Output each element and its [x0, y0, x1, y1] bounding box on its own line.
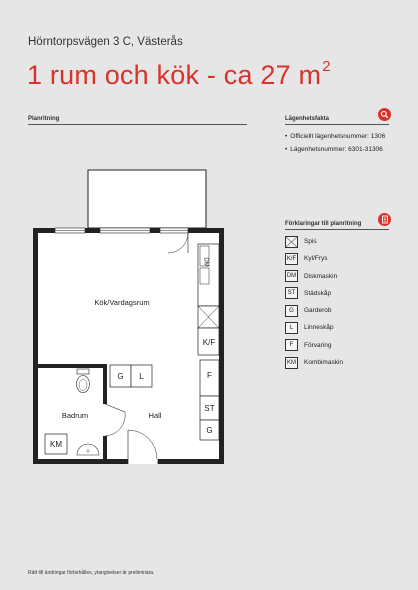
disclaimer: Rätt till ändringar förbehålles, ytangivelser är preliminära. [28, 570, 155, 576]
legend-code: G [285, 305, 298, 317]
legend-label: Linneskåp [304, 324, 334, 332]
facts-section-title: Lägenhetsfakta [285, 116, 330, 122]
toilet-bowl [77, 376, 90, 393]
dishwasher-box [200, 268, 209, 284]
legend-label: Spis [304, 238, 317, 245]
legend-code: F [285, 339, 298, 351]
fact-apartment-number: • Lägenhetsnummer: 6301-31306 [285, 144, 385, 157]
legend-code: ST [285, 287, 298, 299]
legend-label: Diskmaskin [304, 272, 338, 280]
legend-label: Städskåp [304, 289, 332, 297]
storage-label: F [207, 371, 212, 380]
legend-section-title: Förklaringar till planritning [285, 221, 362, 227]
room-label-hall: Hall [148, 411, 162, 420]
entrance-opening [128, 459, 158, 464]
legend-label: Förvaring [304, 341, 332, 349]
address: Hörntorpsvägen 3 C, Västerås [28, 36, 183, 48]
headline-superscript: 2 [322, 58, 331, 75]
legend-code: KM [285, 357, 298, 369]
legend-label: Garderob [304, 307, 332, 315]
legend-code: L [285, 322, 298, 334]
combi-machine-label: KM [50, 440, 62, 449]
cleaning-closet-label: ST [204, 404, 215, 413]
plan-section-title: Planritning [28, 116, 60, 122]
headline-text: 1 rum och kök - ca 27 m [27, 60, 322, 90]
legend-code: K/F [285, 253, 298, 265]
apartment-floor [37, 232, 220, 460]
fridge-freezer-label: K/F [202, 338, 216, 347]
wardrobe-right-label: G [206, 426, 213, 435]
windows [55, 228, 188, 233]
linen-closet-label: L [139, 372, 144, 381]
room-label-kitchen-living: Kök/Vardagsrum [94, 298, 150, 307]
dishwasher-label: DM [202, 257, 209, 267]
room-label-bathroom: Badrum [61, 411, 89, 420]
legend-label: Kombimaskin [304, 359, 344, 367]
wardrobe-left-label: G [117, 372, 124, 381]
legend-label: Kyl/Frys [304, 255, 328, 263]
fact-official-number: • Officiellt lägenhetsnummer: 1306 [285, 131, 385, 144]
toilet-tank [77, 369, 89, 374]
legend-code: DM [285, 270, 298, 282]
balcony [88, 170, 206, 228]
